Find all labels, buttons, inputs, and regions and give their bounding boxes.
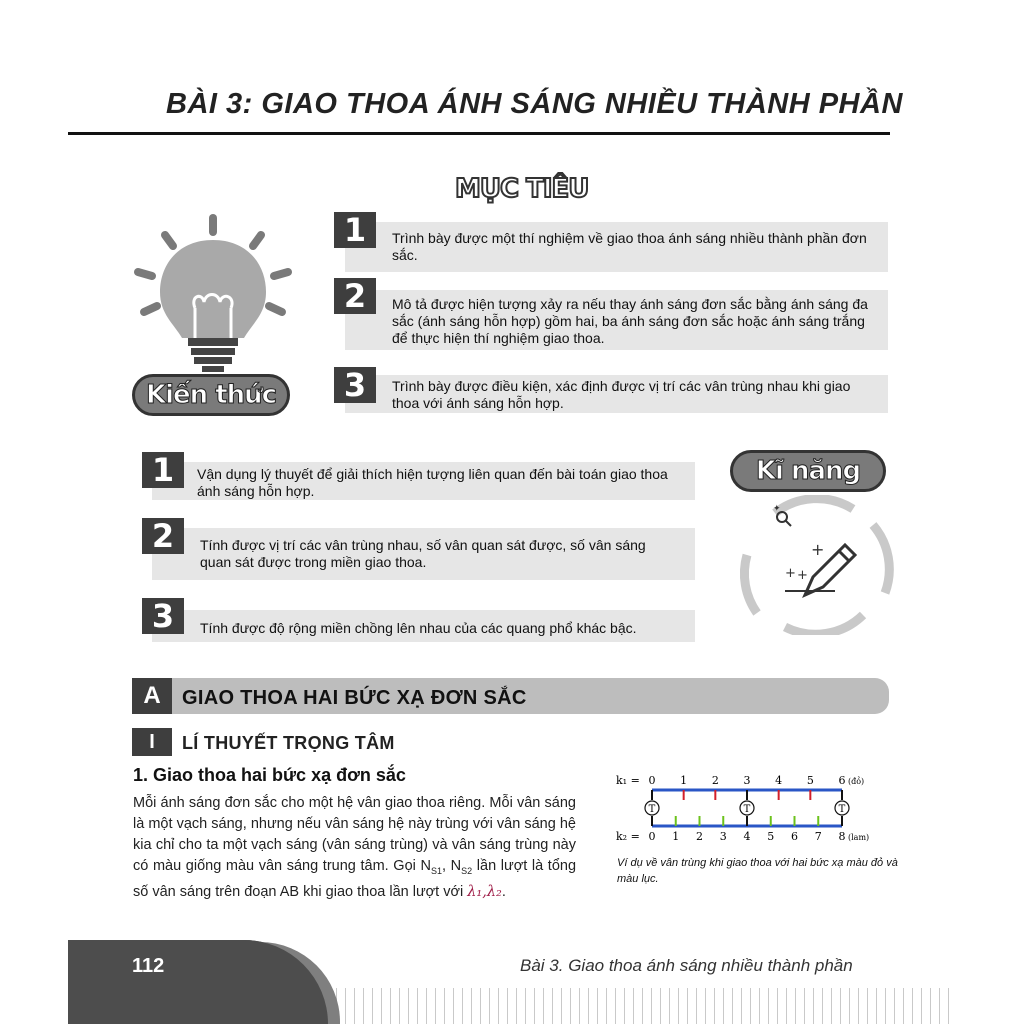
skills-item-3-text: Tính được độ rộng miền chồng lên nhau của các quang phổ khác bậc.	[200, 620, 637, 636]
svg-text:+: +	[785, 566, 796, 581]
section-a-letter: A	[132, 678, 172, 714]
body-paragraph	[133, 793, 576, 903]
k1-tick-label: 2	[711, 774, 719, 787]
fringe-coincidence-figure	[612, 768, 912, 850]
pencil-skills-icon	[735, 495, 895, 635]
coincidence-label: T	[838, 804, 846, 815]
subsection-title: 1. Giao thoa hai bức xạ đơn sắc	[133, 765, 406, 785]
k1-tick-label: 0	[648, 774, 656, 787]
n-s1: N	[420, 858, 431, 874]
skills-label: Kĩ năng	[730, 450, 886, 492]
lambda-symbols: λ₁,λ₂	[467, 883, 502, 900]
n-s2: N	[450, 858, 462, 874]
knowledge-item-3-number: 3	[334, 367, 376, 403]
k1-tick-label: 3	[743, 774, 751, 787]
page-title: BÀI 3: GIAO THOA ÁNH SÁNG NHIỀU THÀNH PHẦN	[166, 88, 903, 120]
k2-tick-label: 4	[743, 830, 751, 843]
figure-caption: Ví dụ về vân trùng khi giao thoa với hai bức xạ màu đỏ và màu lục.	[617, 857, 898, 885]
knowledge-item-2-number: 2	[334, 278, 376, 314]
lightbulb-icon	[130, 210, 295, 380]
k2-tick-label: 6	[791, 830, 798, 843]
svg-text:+: +	[811, 540, 825, 559]
k1-tick-label: 6	[838, 774, 846, 787]
body-sep: ,	[442, 858, 451, 874]
skills-item-2-text: Tính được vị trí các vân trùng nhau, số vân quan sát được, số vân sáng quan sát được trong miền giao thoa.	[200, 537, 646, 570]
k2-label: k₂ =	[616, 830, 640, 843]
n-s2-subscript: S2	[461, 865, 473, 876]
k2-tick-label: 7	[814, 830, 822, 843]
knowledge-item-1-text: Trình bày được một thí nghiệm về giao thoa ánh sáng nhiều thành phần đơn sắc.	[392, 230, 867, 263]
knowledge-item-1-number: 1	[334, 212, 376, 248]
body-end: lần lượt là tổng số vân sáng trên đoạn AB khi giao thoa lần lượt với	[133, 858, 577, 900]
footer-lesson-label: Bài 3. Giao thoa ánh sáng nhiều thành phần	[520, 956, 853, 975]
body-period: .	[501, 883, 506, 900]
k2-unit: (lam)	[848, 833, 870, 842]
k1-tick-label: 4	[775, 774, 783, 787]
skills-item-2-number: 2	[142, 518, 184, 554]
coincidence-label: T	[743, 804, 751, 815]
skills-item-1-number: 1	[142, 452, 184, 488]
section-a-title: GIAO THOA HAI BỨC XẠ ĐƠN SẮC	[182, 687, 527, 709]
knowledge-item-2-text: Mô tả được hiện tượng xảy ra nếu thay ánh sáng đơn sắc bằng ánh sáng đa sắc (ánh sáng hỗn hợp) gồm hai, ba ánh sáng đơn sắc hoặc ánh sáng trắng để thực hiện thí nghiệm giao thoa.	[392, 296, 868, 346]
k2-tick-label: 2	[696, 830, 703, 843]
knowledge-label: Kiến thức	[132, 374, 290, 416]
footer-tab	[68, 940, 328, 1024]
k1-unit: (đỏ)	[848, 777, 865, 786]
k2-tick-label: 3	[719, 830, 727, 843]
k2-tick-label: 1	[672, 830, 680, 843]
knowledge-item-3-text: Trình bày được điều kiện, xác định được vị trí các vân trùng nhau khi giao thoa với ánh sáng hỗn hợp.	[392, 378, 851, 411]
k1-label: k₁ =	[616, 774, 640, 787]
section-i-title: LÍ THUYẾT TRỌNG TÂM	[182, 733, 395, 753]
objectives-heading: MỤC TIÊU	[455, 174, 589, 204]
n-s1-subscript: S1	[430, 865, 442, 876]
footer-decoration	[300, 988, 956, 1024]
body-main: Mỗi ánh sáng đơn sắc cho một hệ vân giao thoa riêng. Mỗi vân sáng là một vạch sáng, nhưng nếu vân sáng hệ này trùng với vân sáng hệ kia chỉ cho ta một vạch sáng (vân sáng trùng) và vân sáng trùng này có màu giống màu vân sáng trung tâm. Gọi	[133, 795, 576, 874]
section-i-letter: I	[132, 728, 172, 756]
title-divider	[68, 132, 890, 135]
svg-text:+: +	[797, 568, 808, 583]
k2-tick-label: 5	[767, 830, 775, 843]
skills-item-3-number: 3	[142, 598, 184, 634]
skills-item-1-text: Vận dụng lý thuyết để giải thích hiện tượng liên quan đến bài toán giao thoa ánh sáng hỗn hợp.	[197, 466, 668, 499]
k1-tick-label: 5	[806, 774, 814, 787]
k2-tick-label: 0	[648, 830, 656, 843]
page-number: 112	[132, 955, 165, 977]
k1-tick-label: 1	[680, 774, 688, 787]
svg-text:✦: ✦	[773, 504, 781, 514]
coincidence-label: T	[648, 804, 656, 815]
k2-tick-label: 8	[838, 830, 846, 843]
